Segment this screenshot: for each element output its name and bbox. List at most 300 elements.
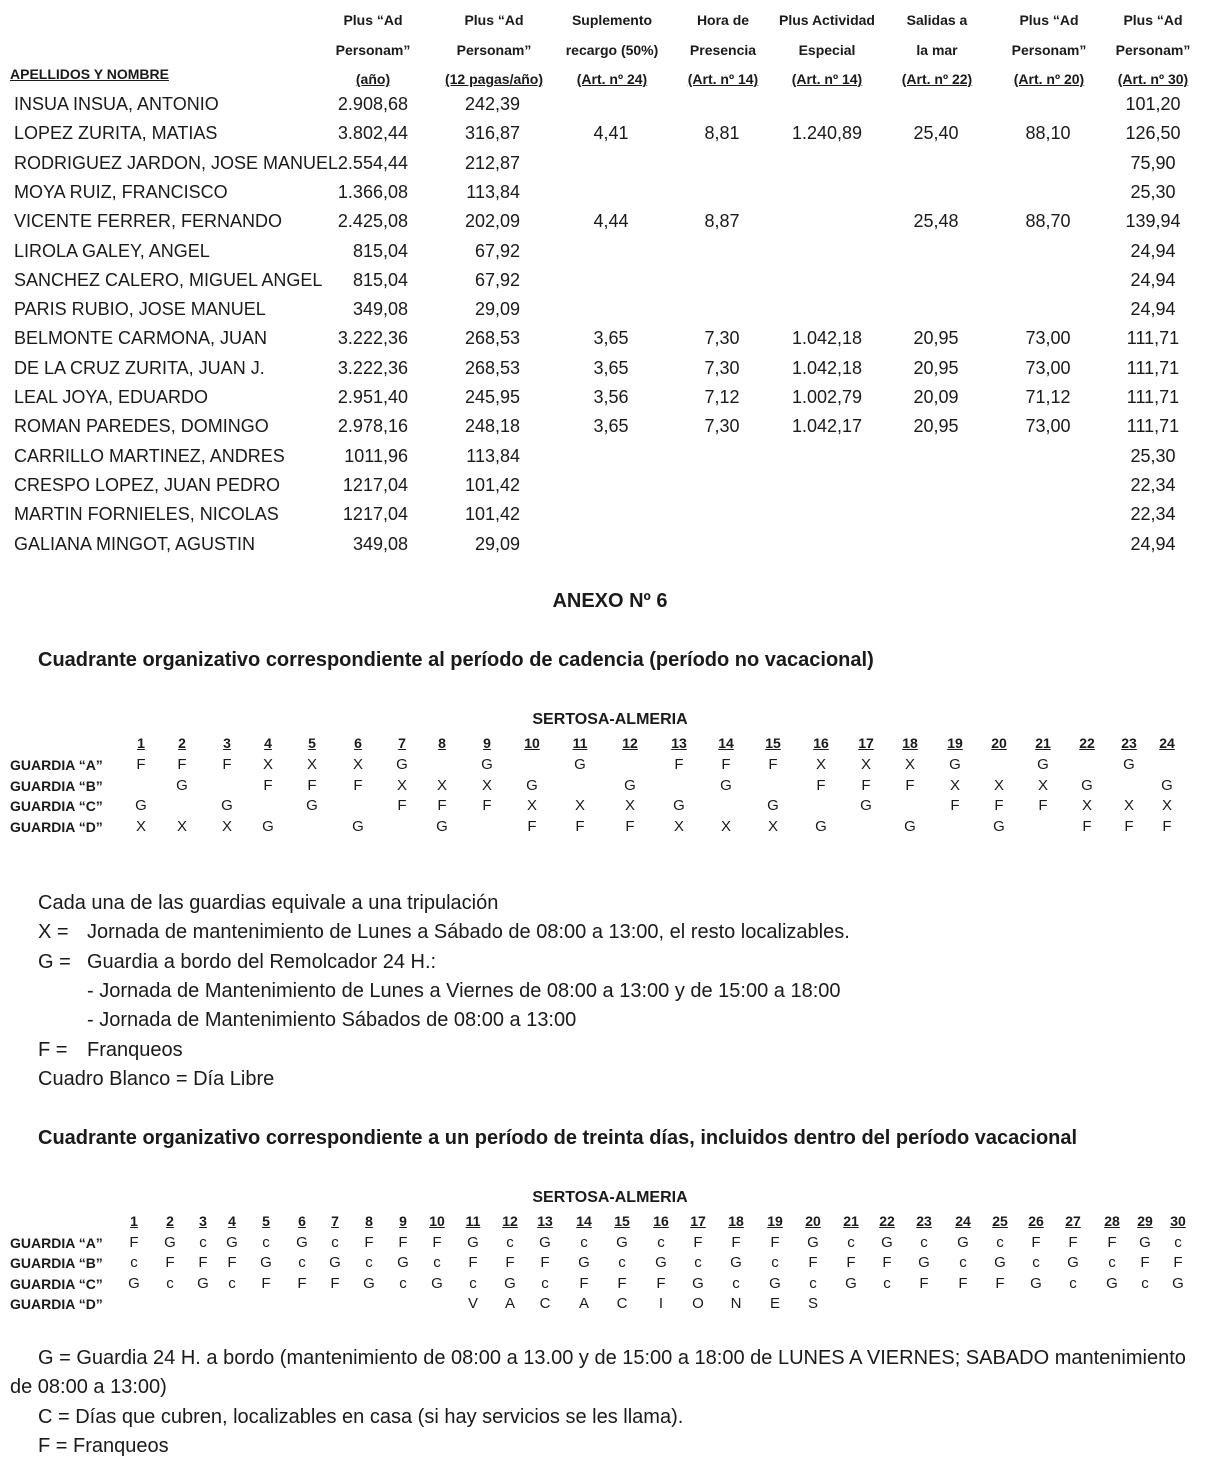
- cell-salidas: 20,95: [913, 416, 959, 437]
- day-header: 6: [298, 1213, 306, 1229]
- employee-name: BELMONTE CARMONA, JUAN: [14, 328, 268, 349]
- cell-art30: 111,71: [1126, 357, 1180, 378]
- legend1-f-key: F =: [38, 1039, 68, 1061]
- schedule-cell: X: [673, 817, 684, 835]
- schedule-cell: F: [307, 776, 317, 794]
- employee-name: MARTIN FORNIELES, NICOLAS: [14, 504, 279, 525]
- schedule-cell: F: [846, 1254, 856, 1272]
- cell-art30: 24,94: [1130, 269, 1176, 290]
- schedule-cell: G: [616, 1234, 628, 1251]
- schedule-cell: X: [1123, 797, 1134, 814]
- schedule2-heading: Cuadrante organizativo correspondiente a un período de treinta días, incluidos dentro del período vacacional: [38, 1127, 1078, 1149]
- schedule-cell: X: [436, 776, 447, 794]
- table-row: [0, 237, 1220, 266]
- cell-art20: 88,10: [1025, 123, 1071, 144]
- day-header: 11: [465, 1213, 481, 1229]
- schedule-cell: G: [918, 1254, 930, 1272]
- schedule-cell: F: [227, 1254, 237, 1272]
- cell-anual: 2.951,40: [337, 387, 408, 407]
- day-header: 8: [438, 735, 446, 751]
- day-header: 25: [992, 1213, 1008, 1229]
- day-header: 12: [502, 1213, 518, 1229]
- cell-mensual: 67,92: [474, 240, 520, 261]
- schedule-cell: c: [847, 1234, 855, 1251]
- cell-suplemento: 3,65: [593, 357, 629, 378]
- legend1-g-desc: Guardia a bordo del Remolcador 24 H.:: [87, 951, 437, 973]
- cell-anual: 3.222,36: [337, 357, 408, 378]
- guard-label: GUARDIA “B”: [10, 1255, 103, 1272]
- schedule-cell: X: [904, 756, 915, 773]
- schedule-cell: X: [993, 776, 1004, 794]
- schedule-cell: c: [506, 1234, 514, 1251]
- cell-anual: 2.425,08: [337, 211, 408, 232]
- cell-art30: 111,71: [1126, 416, 1180, 437]
- schedule-cell: F: [861, 776, 871, 794]
- schedule-cell: F: [482, 797, 492, 814]
- cell-anual: 1217,04: [342, 474, 408, 495]
- table-row: [0, 266, 1220, 295]
- table-row: [0, 295, 1220, 324]
- schedule-cell: c: [920, 1234, 928, 1251]
- schedule-cell: c: [1032, 1254, 1040, 1272]
- schedule-cell: F: [1140, 1254, 1150, 1272]
- cell-mensual: 202,09: [464, 211, 520, 232]
- table-row: [0, 90, 1220, 119]
- employee-name: PARIS RUBIO, JOSE MANUEL: [14, 299, 266, 320]
- schedule-cell: F: [398, 1234, 408, 1251]
- schedule-cell: X: [481, 776, 492, 794]
- table-row: [0, 178, 1220, 207]
- schedule-cell: G: [164, 1234, 176, 1251]
- day-header: 7: [398, 735, 406, 751]
- cell-mensual: 29,09: [474, 533, 520, 554]
- schedule-cell: F: [693, 1234, 703, 1251]
- schedule-cell: F: [222, 756, 232, 773]
- schedule-cell: F: [468, 1254, 478, 1272]
- day-header: 17: [690, 1213, 706, 1229]
- schedule-cell: F: [397, 797, 407, 814]
- schedule-cell: G: [260, 1254, 272, 1272]
- schedule-cell: G: [673, 797, 685, 814]
- day-header: 4: [228, 1213, 236, 1229]
- cell-art30: 111,71: [1126, 328, 1180, 349]
- employee-name: VICENTE FERRER, FERNANDO: [14, 211, 283, 232]
- cell-mensual: 101,42: [464, 474, 520, 495]
- schedule-cell: c: [883, 1274, 891, 1292]
- schedule-cell: F: [1038, 797, 1048, 814]
- cell-art20: 73,00: [1025, 357, 1071, 378]
- guard-label: GUARDIA “C”: [10, 1275, 103, 1292]
- day-header: 19: [947, 735, 963, 751]
- day-header: 19: [767, 1213, 783, 1229]
- schedule-cell: G: [1161, 776, 1173, 794]
- schedule-cell: c: [262, 1234, 270, 1251]
- schedule-cell: c: [433, 1254, 441, 1272]
- schedule-cell: F: [958, 1274, 968, 1292]
- schedule-cell: G: [135, 797, 147, 814]
- schedule-cell: F: [165, 1254, 175, 1272]
- schedule-cell: X: [815, 756, 826, 773]
- schedule-cell: F: [882, 1254, 892, 1272]
- employee-name: LEAL JOYA, EDUARDO: [14, 387, 209, 407]
- cell-anual: 815,04: [352, 269, 408, 290]
- schedule-cell: c: [1174, 1234, 1182, 1251]
- cell-mensual: 268,53: [464, 357, 520, 378]
- cell-anual: 349,08: [352, 299, 408, 320]
- schedule-cell: F: [731, 1234, 741, 1251]
- day-header: 2: [178, 735, 186, 751]
- legend1-f-desc: Franqueos: [87, 1039, 183, 1061]
- column-header-anual: Plus “Ad Personam” (año): [335, 12, 411, 87]
- cell-art30: 25,30: [1130, 181, 1176, 202]
- cell-art20: 73,00: [1025, 328, 1071, 349]
- legend1-x-desc: Jornada de mantenimiento de Lunes a Sábado de 08:00 a 13:00, el resto localizables.: [87, 921, 850, 943]
- day-header: 15: [765, 735, 781, 751]
- schedule-cell: F: [540, 1254, 550, 1272]
- day-header: 20: [991, 735, 1007, 751]
- schedule-cell: F: [674, 756, 684, 773]
- cell-hora: 7,30: [704, 357, 740, 378]
- cell-actividad: 1.042,18: [791, 357, 863, 378]
- schedule-cell: F: [198, 1254, 208, 1272]
- schedule-cell: F: [1031, 1234, 1041, 1251]
- cell-mensual: 268,53: [464, 328, 520, 349]
- employee-name: INSUA INSUA, ANTONIO: [14, 94, 219, 114]
- schedule-cell: G: [1081, 776, 1093, 794]
- day-header: 10: [429, 1213, 445, 1229]
- schedule-cell: G: [526, 776, 538, 794]
- day-header: 23: [1121, 735, 1137, 751]
- cell-actividad: 1.002,79: [791, 387, 863, 407]
- cell-art30: 22,34: [1130, 474, 1176, 495]
- cell-suplemento: 4,44: [593, 211, 629, 232]
- schedule-cell: c: [580, 1234, 588, 1251]
- cell-anual: 1217,04: [342, 504, 408, 525]
- schedule-cell: c: [732, 1274, 740, 1292]
- schedule-cell: F: [297, 1274, 307, 1292]
- schedule-cell: G: [1106, 1274, 1118, 1292]
- schedule-cell: X: [526, 797, 537, 814]
- schedule-cell: S: [807, 1294, 818, 1312]
- schedule-cell: F: [575, 817, 585, 835]
- schedule-cell: G: [993, 817, 1005, 835]
- cell-art30: 126,50: [1125, 123, 1181, 144]
- schedule-cell: F: [330, 1274, 340, 1292]
- table-row: [0, 354, 1220, 383]
- cell-anual: 3.222,36: [337, 328, 408, 349]
- schedule-cell: X: [574, 797, 585, 814]
- cell-suplemento: 4,41: [593, 123, 629, 144]
- schedule-cell: G: [436, 817, 448, 835]
- cell-mensual: 242,39: [464, 94, 520, 114]
- day-header: 2: [166, 1213, 174, 1229]
- schedule-cell: F: [1124, 817, 1134, 835]
- schedule-cell: c: [469, 1274, 477, 1292]
- table-row: [0, 500, 1220, 529]
- day-header: 18: [728, 1213, 744, 1229]
- cell-art30: 22,34: [1130, 504, 1176, 525]
- schedule-cell: X: [135, 817, 146, 835]
- employee-name: DE LA CRUZ ZURITA, JUAN J.: [14, 357, 265, 378]
- day-header: 9: [399, 1213, 407, 1229]
- schedule-cell: X: [176, 817, 187, 835]
- schedule-cell: F: [808, 1254, 818, 1272]
- employee-name: RODRIGUEZ JARDON, JOSE MANUEL: [14, 152, 339, 173]
- schedule-cell: F: [768, 756, 778, 773]
- schedule-cell: G: [296, 1234, 308, 1251]
- day-header: 23: [916, 1213, 932, 1229]
- schedule-cell: c: [166, 1274, 174, 1292]
- employee-name: CRESPO LOPEZ, JUAN PEDRO: [14, 474, 281, 495]
- schedule-cell: G: [262, 817, 274, 835]
- day-header: 21: [843, 1213, 859, 1229]
- day-header: 4: [264, 735, 272, 751]
- schedule-cell: G: [1139, 1234, 1151, 1251]
- schedule-cell: O: [692, 1294, 704, 1312]
- schedule-cell: F: [1173, 1254, 1183, 1272]
- day-header: 3: [199, 1213, 207, 1229]
- schedule-cell: G: [176, 776, 188, 794]
- cell-art30: 24,94: [1130, 240, 1176, 261]
- schedule-cell: F: [656, 1274, 666, 1292]
- cell-art30: 24,94: [1130, 299, 1176, 320]
- schedule-cell: F: [129, 1234, 139, 1251]
- schedule-cell: F: [995, 1274, 1005, 1292]
- schedule-cell: F: [950, 797, 960, 814]
- schedule-cell: c: [959, 1254, 967, 1272]
- legend1-g-sub1: - Jornada de Mantenimiento de Lunes a Viernes de 08:00 a 13:00 y de 15:00 a 18:00: [87, 980, 841, 1002]
- schedule-cell: X: [1037, 776, 1048, 794]
- day-header: 1: [130, 1213, 138, 1229]
- schedule-cell: F: [617, 1274, 627, 1292]
- schedule-cell: F: [1107, 1234, 1117, 1251]
- schedule-cell: G: [881, 1234, 893, 1251]
- employee-name: CARRILLO MARTINEZ, ANDRES: [14, 445, 285, 466]
- cell-mensual: 245,95: [464, 387, 520, 407]
- cell-art30: 75,90: [1130, 152, 1176, 173]
- schedule-cell: X: [396, 776, 407, 794]
- table-row: [0, 471, 1220, 500]
- schedule-cell: G: [467, 1234, 479, 1251]
- schedule-cell: C: [616, 1294, 628, 1312]
- cell-hora: 7,30: [704, 416, 740, 437]
- day-header: 8: [365, 1213, 373, 1229]
- cell-salidas: 20,09: [913, 387, 959, 407]
- cell-hora: 7,30: [704, 328, 740, 349]
- schedule-cell: X: [624, 797, 635, 814]
- cell-art20: 73,00: [1025, 416, 1071, 437]
- legend1-x-key: X =: [38, 921, 69, 943]
- day-header: 7: [331, 1213, 339, 1229]
- day-header: 6: [354, 735, 362, 751]
- legend1-intro: Cada una de las guardias equivale a una tripulación: [38, 892, 499, 914]
- schedule-cell: G: [504, 1274, 516, 1292]
- cell-hora: 8,87: [704, 211, 740, 232]
- column-header-art20: Plus “Ad Personam” (Art. nº 20): [1011, 12, 1087, 87]
- schedule-cell: G: [1172, 1274, 1184, 1292]
- column-header-art30: Plus “Ad Personam” (Art. nº 30): [1115, 12, 1191, 87]
- schedule-cell: F: [437, 797, 447, 814]
- legend2-g-line: G = Guardia 24 H. a bordo (mantenimiento de 08:00 a 13.00 y de 15:00 a 18:00 de LUNES A VIERNES; SABADO mantenimiento de 08:00 a 13:00): [10, 1347, 1186, 1398]
- day-header: 11: [572, 735, 588, 751]
- schedule-cell: c: [618, 1254, 626, 1272]
- schedule-cell: G: [957, 1234, 969, 1251]
- schedule-cell: c: [199, 1234, 207, 1251]
- cell-anual: 815,04: [352, 240, 408, 261]
- schedule-cell: G: [815, 817, 827, 835]
- schedule-cell: F: [261, 1274, 271, 1292]
- schedule1-heading: Cuadrante organizativo correspondiente al período de cadencia (período no vacacional): [38, 649, 874, 671]
- schedule-cell: c: [1069, 1274, 1077, 1292]
- day-header: 5: [308, 735, 316, 751]
- schedule-cell: G: [481, 756, 493, 773]
- day-header: 12: [622, 735, 638, 751]
- employee-name: MOYA RUIZ, FRANCISCO: [14, 181, 228, 202]
- schedule-cell: X: [262, 756, 273, 773]
- schedule-cell: G: [1037, 756, 1049, 773]
- schedule-cell: c: [809, 1274, 817, 1292]
- schedule-cell: G: [692, 1274, 704, 1292]
- schedule-cell: F: [353, 776, 363, 794]
- cell-anual: 2.978,16: [337, 416, 408, 437]
- cell-art30: 101,20: [1125, 94, 1181, 114]
- cell-hora: 8,81: [704, 123, 740, 144]
- schedule-cell: X: [352, 756, 363, 773]
- schedule-cell: F: [136, 756, 146, 773]
- schedule-cell: F: [263, 776, 273, 794]
- table-row: [0, 324, 1220, 353]
- schedule-cell: c: [771, 1254, 779, 1272]
- day-header: 24: [1159, 735, 1175, 751]
- cell-salidas: 25,48: [913, 211, 959, 232]
- cell-mensual: 101,42: [464, 504, 520, 525]
- cell-anual: 2.554,44: [337, 152, 408, 173]
- schedule-cell: c: [298, 1254, 306, 1272]
- schedule-cell: F: [770, 1234, 780, 1251]
- day-header: 26: [1028, 1213, 1044, 1229]
- schedule-cell: G: [1030, 1274, 1042, 1292]
- schedule-cell: c: [331, 1234, 339, 1251]
- cell-suplemento: 3,56: [593, 387, 629, 407]
- schedule-cell: G: [128, 1274, 140, 1292]
- day-header: 16: [813, 735, 829, 751]
- cell-art20: 71,12: [1025, 387, 1071, 407]
- schedule-cell: F: [1162, 817, 1172, 835]
- schedule-cell: F: [505, 1254, 515, 1272]
- cell-hora: 7,12: [704, 387, 740, 407]
- schedule-cell: F: [816, 776, 826, 794]
- schedule-cell: F: [721, 756, 731, 773]
- day-header: 5: [262, 1213, 270, 1229]
- schedule-cell: X: [306, 756, 317, 773]
- schedule-cell: G: [352, 817, 364, 835]
- cell-mensual: 248,18: [464, 416, 520, 437]
- day-header: 13: [671, 735, 687, 751]
- cell-art20: 88,70: [1025, 211, 1071, 232]
- day-header: 28: [1104, 1213, 1120, 1229]
- day-header: 27: [1065, 1213, 1081, 1229]
- day-header: 30: [1170, 1213, 1186, 1229]
- day-header: 24: [955, 1213, 971, 1229]
- legend1-blank: Cuadro Blanco = Día Libre: [38, 1068, 275, 1090]
- cell-anual: 1.366,08: [337, 181, 408, 202]
- schedule-cell: G: [397, 1254, 409, 1272]
- schedule-cell: X: [767, 817, 778, 835]
- cell-art30: 111,71: [1126, 387, 1180, 407]
- table-row: [0, 530, 1220, 559]
- day-header: 18: [902, 735, 918, 751]
- cell-mensual: 29,09: [474, 299, 520, 320]
- day-header: 15: [614, 1213, 630, 1229]
- schedule-cell: c: [399, 1274, 407, 1292]
- schedule-cell: G: [720, 776, 732, 794]
- schedule-cell: F: [432, 1234, 442, 1251]
- schedule-cell: A: [578, 1294, 589, 1312]
- schedule-cell: X: [1161, 797, 1172, 814]
- day-header: 29: [1137, 1213, 1153, 1229]
- schedule-cell: F: [1068, 1234, 1078, 1251]
- legend1-g-key: G =: [38, 951, 71, 973]
- cell-mensual: 212,87: [464, 152, 520, 173]
- day-header: 22: [879, 1213, 895, 1229]
- schedule-cell: X: [949, 776, 960, 794]
- column-header-actividad: Plus Actividad Especial (Art. nº 14): [779, 12, 875, 87]
- schedule-cell: F: [364, 1234, 374, 1251]
- guard-label: GUARDIA “B”: [10, 777, 103, 794]
- schedule1-subtitle: SERTOSA-ALMERIA: [532, 711, 688, 728]
- cell-art30: 139,94: [1125, 211, 1181, 232]
- schedule-cell: F: [919, 1274, 929, 1292]
- schedule-cell: G: [221, 797, 233, 814]
- schedule-cell: G: [574, 756, 586, 773]
- cell-salidas: 20,95: [913, 328, 959, 349]
- cell-anual: 3.802,44: [337, 123, 408, 144]
- cell-salidas: 20,95: [913, 357, 959, 378]
- cell-mensual: 113,84: [466, 445, 520, 466]
- day-header: 22: [1079, 735, 1095, 751]
- guard-label: GUARDIA “C”: [10, 798, 103, 814]
- schedule-cell: G: [730, 1254, 742, 1272]
- cell-mensual: 316,87: [464, 123, 520, 144]
- name-column-header: APELLIDOS Y NOMBRE: [10, 66, 169, 82]
- schedule-cell: G: [329, 1254, 341, 1272]
- schedule-cell: E: [769, 1294, 780, 1312]
- schedule-cell: G: [363, 1274, 375, 1292]
- schedule-cell: G: [226, 1234, 238, 1251]
- schedule-cell: X: [860, 756, 871, 773]
- cell-actividad: 1.042,18: [791, 328, 863, 349]
- schedule-cell: G: [845, 1274, 857, 1292]
- day-header: 14: [576, 1213, 592, 1229]
- employee-name: LOPEZ ZURITA, MATIAS: [14, 123, 218, 144]
- legend2-c-line: C = Días que cubren, localizables en casa (si hay servicios se les llama).: [38, 1406, 684, 1428]
- cell-mensual: 67,92: [474, 269, 520, 290]
- table-row: [0, 383, 1220, 412]
- cell-suplemento: 3,65: [593, 416, 629, 437]
- day-header: 3: [223, 735, 231, 751]
- employee-name: LIROLA GALEY, ANGEL: [14, 240, 210, 261]
- schedule-cell: c: [365, 1254, 373, 1272]
- schedule-cell: G: [767, 797, 779, 814]
- day-header: 21: [1035, 735, 1051, 751]
- employee-name: SANCHEZ CALERO, MIGUEL ANGEL: [14, 269, 323, 290]
- schedule-cell: c: [130, 1254, 138, 1272]
- schedule-cell: G: [807, 1234, 819, 1251]
- schedule-cell: G: [1123, 756, 1135, 773]
- table-row: [0, 119, 1220, 148]
- cell-anual: 2.908,68: [337, 94, 408, 114]
- guard-label: GUARDIA “D”: [10, 1295, 103, 1312]
